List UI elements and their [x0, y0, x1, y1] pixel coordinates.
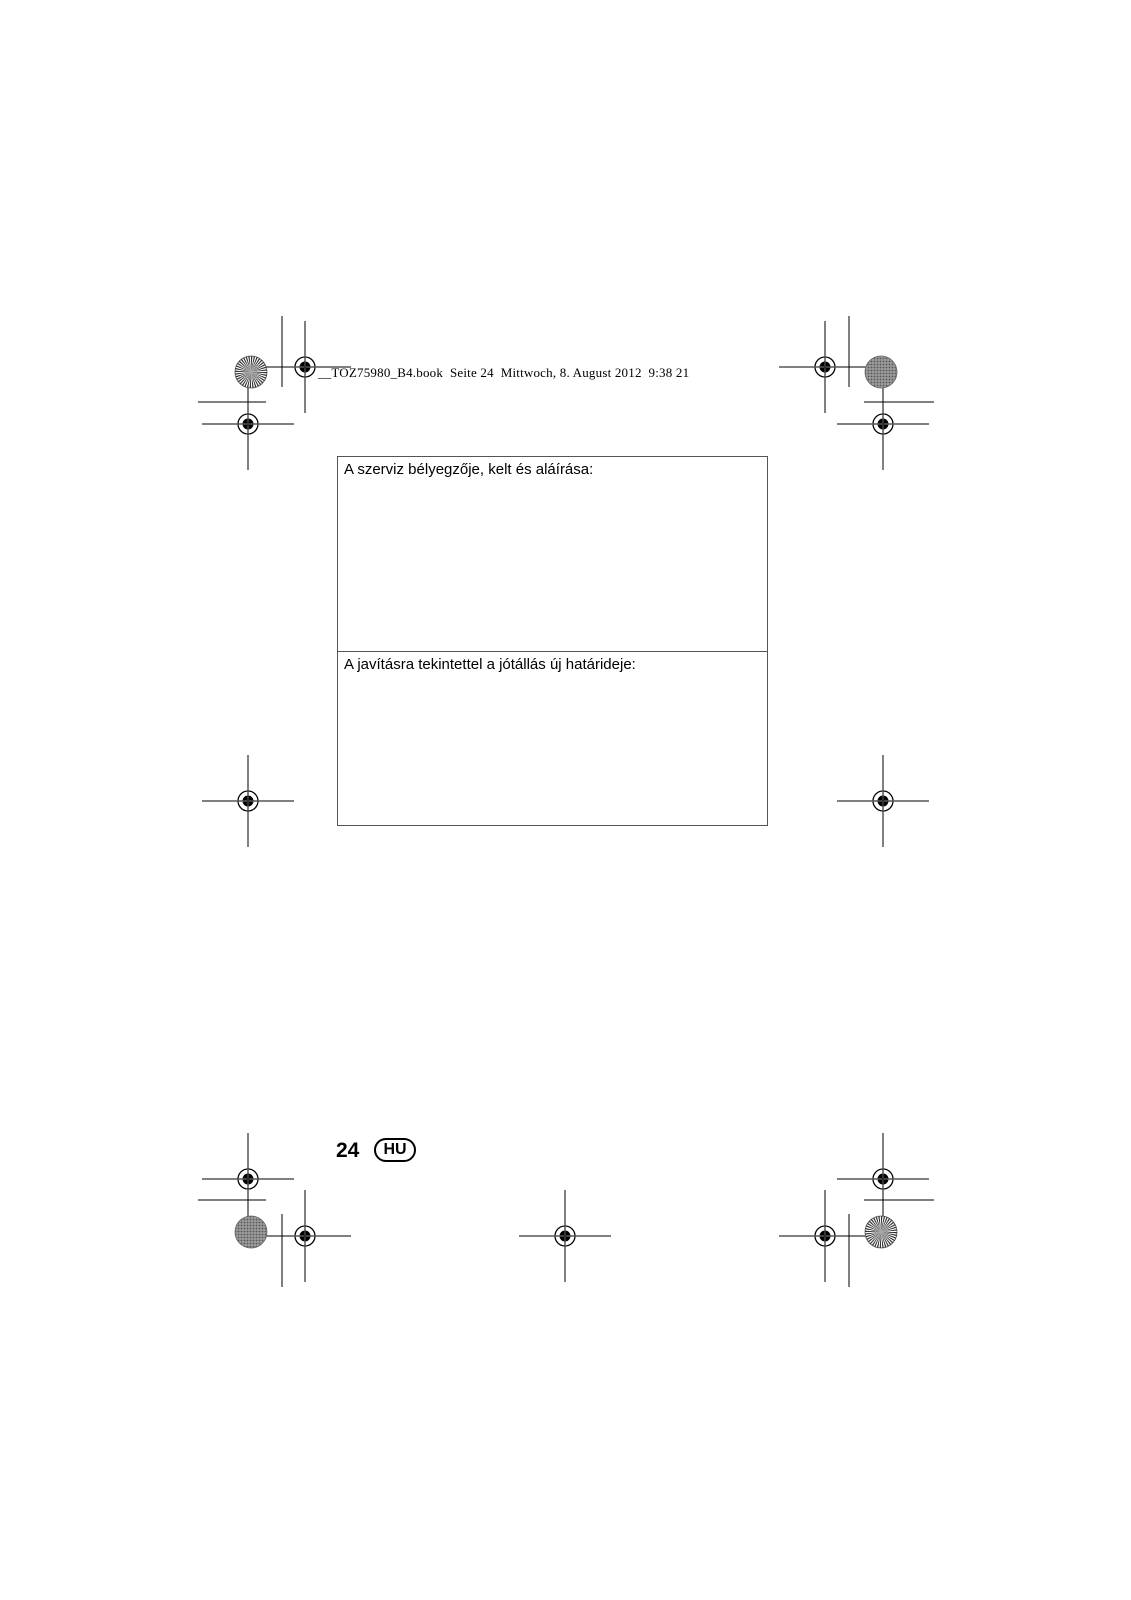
language-badge: HU	[374, 1138, 416, 1162]
registration-mark-icon	[779, 321, 871, 413]
warranty-deadline-field	[338, 652, 767, 825]
registration-mark-icon	[202, 378, 294, 470]
registration-mark-icon	[837, 378, 929, 470]
color-bar-icon	[235, 1216, 267, 1248]
registration-mark-icon	[202, 1133, 294, 1225]
warranty-deadline-label: A javításra tekintettel a jótállás új határideje:	[344, 656, 636, 673]
service-stamp-label: A szerviz bélyegzője, kelt és aláírása:	[344, 461, 594, 478]
registration-mark-icon	[837, 755, 929, 847]
file-slug-line: __TOZ75980_B4.book Seite 24 Mittwoch, 8. August 2012 9:38 21	[318, 365, 690, 380]
starburst-target-icon	[235, 356, 267, 388]
registration-mark-icon	[779, 1190, 871, 1282]
registration-mark-icon	[837, 1133, 929, 1225]
starburst-target-icon	[865, 1216, 897, 1248]
service-stamp-field	[338, 457, 767, 652]
service-form-box	[337, 456, 768, 826]
registration-mark-icon	[202, 755, 294, 847]
registration-mark-icon	[519, 1190, 611, 1282]
color-bar-icon	[865, 356, 897, 388]
page-number: 24	[336, 1139, 360, 1162]
registration-mark-icon	[259, 1190, 351, 1282]
